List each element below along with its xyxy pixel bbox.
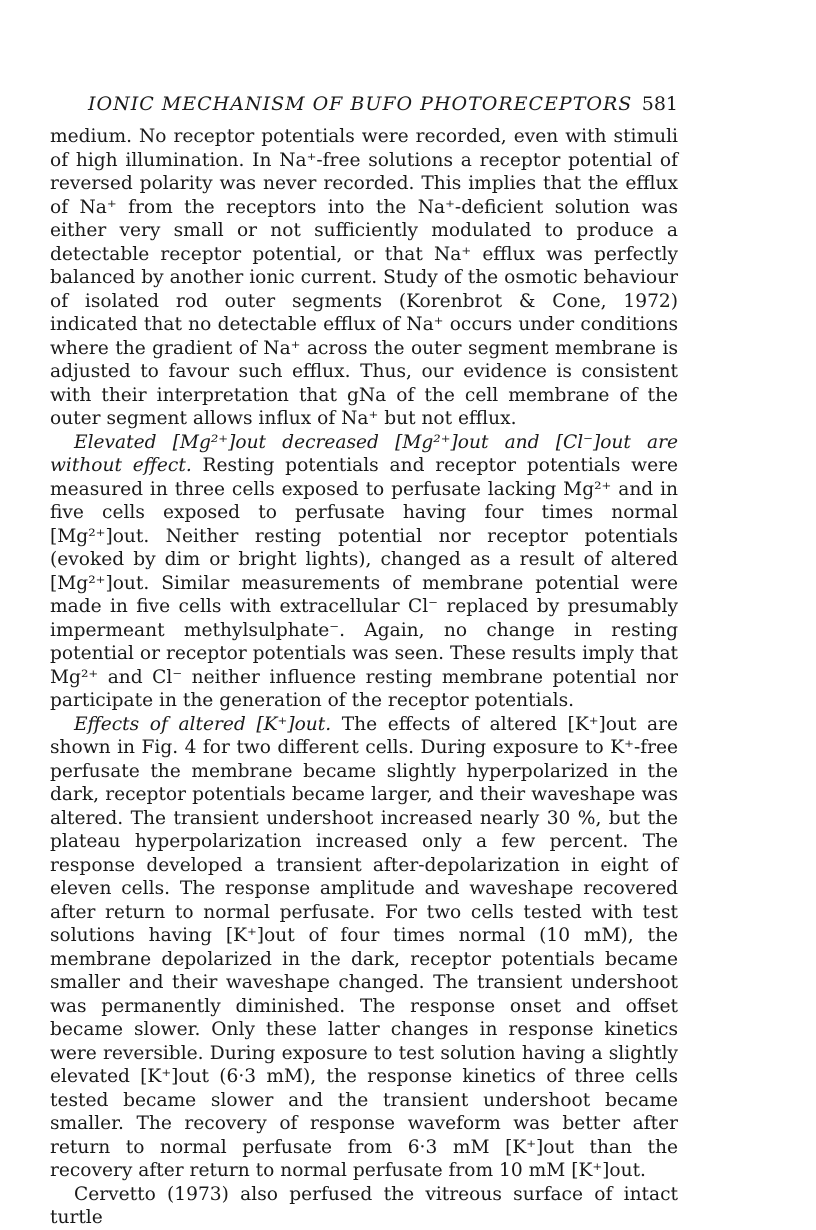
paragraph-text: Cervetto (1973) also perfused the vitreous surface of intact turtle [50,1183,678,1228]
paragraph-potassium [50,713,678,1183]
paragraph-text: medium. No receptor potentials were recorded, even with stimuli of high illumination. In Na⁺-free solutions a receptor potential of reversed polarity was never recorded. This implies that the efflux of Na⁺ from the receptors into the Na⁺-deficient solution was either very small or not sufficiently modulated to produce a detectable receptor potential, or that Na⁺ efflux was perfectly balanced by another ionic current. Study of the osmotic behaviour of isolated rod outer segments (Korenbrot & Cone, 1972) indicated that no detectable efflux of Na⁺ occurs under conditions where the gradient of Na⁺ across the outer segment membrane is adjusted to favour such efflux. Thus, our evidence is consistent with their interpretation that gNa of the cell membrane of the outer segment allows influx of Na⁺ but not efflux. [50,126,678,429]
paragraph-cervetto [50,1183,678,1230]
body-text [50,125,678,1230]
running-title: IONIC MECHANISM OF BUFO PHOTORECEPTORS [88,93,633,115]
paragraph-lead-heading: Effects of altered [K⁺]out. [74,713,332,735]
paragraph-text: Resting potentials and receptor potentials were measured in three cells exposed to perfusate lacking Mg²⁺ and in five cells exposed to perfusate having four times normal [Mg²⁺]out. Neither resting potential nor receptor potentials (evoked by dim or bright lights), changed as a result of altered [Mg²⁺]out. Similar measurements of membrane potential were made in five cells with extracellular Cl⁻ replaced by presumably impermeant methylsulphate⁻. Again, no change in resting potential or receptor potentials was seen. These results imply that Mg²⁺ and Cl⁻ neither influence resting membrane potential nor participate in the generation of the receptor potentials. [50,455,678,711]
page [50,92,678,1230]
paragraph-text: The effects of altered [K⁺]out are shown in Fig. 4 for two different cells. During exposure to K⁺-free perfusate the membrane became slightly hyperpolarized in the dark, receptor potentials became larger, and their waveshape was altered. The transient undershoot increased nearly 30 %, but the plateau hyperpolarization increased only a few percent. The response developed a transient after-depolarization in eight of eleven cells. The response amplitude and waveshape recovered after return to normal perfusate. For two cells tested with test solutions having [K⁺]out of four times normal (10 mM), the membrane depolarized in the dark, receptor potentials became smaller and their waveshape changed. The transient undershoot was permanently diminished. The response onset and offset became slower. Only these latter changes in response kinetics were reversible. During exposure to test solution having a slightly elevated [K⁺]out (6·3 mM), the response kinetics of three cells tested became slower and the transient undershoot became smaller. The recovery of response waveform was better after return to normal perfusate from 6·3 mM [K⁺]out than the recovery after return to normal perfusate from 10 mM [K⁺]out. [50,713,678,1181]
paragraph-magnesium-chloride [50,431,678,713]
running-head [50,92,678,116]
paragraph-continuation [50,125,678,431]
paragraph-lead-heading: Elevated [Mg²⁺]out decreased [Mg²⁺]out and [Cl⁻]out are without effect. [50,431,678,476]
page-number: 581 [641,93,678,115]
